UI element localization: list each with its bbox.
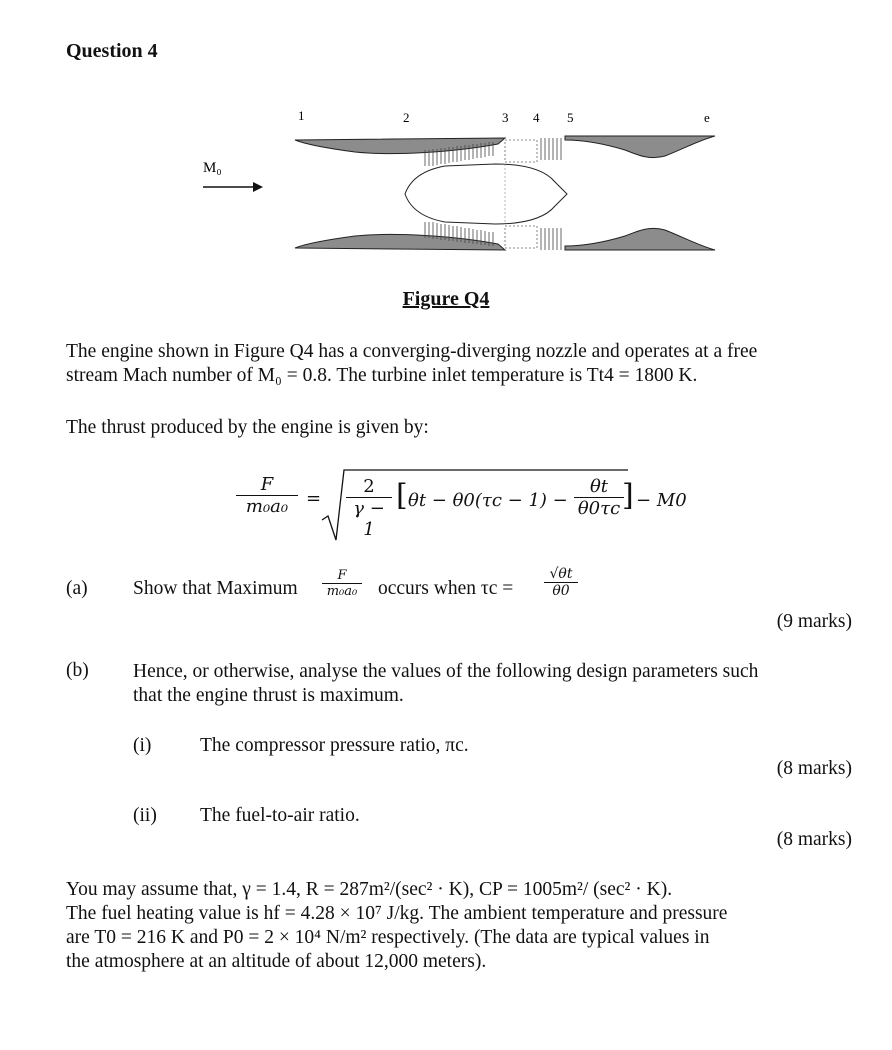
- flow-arrow-icon: [203, 182, 263, 192]
- part-b-text: [133, 660, 853, 708]
- inner-numerator: θt: [574, 476, 624, 498]
- figure-caption: Figure Q4: [402, 288, 490, 310]
- part-a-rhs-denominator: θ0: [552, 583, 570, 599]
- assumptions-paragraph: [66, 878, 854, 974]
- part-b-ii-text: The fuel-to-air ratio.: [200, 805, 360, 826]
- part-b-line-1: Hence, or otherwise, analyse the values of the following design parameters such: [133, 661, 759, 682]
- assumptions-line-4: the atmosphere at an altitude of about 12,000 meters).: [66, 951, 487, 972]
- right-bracket: ]: [622, 478, 634, 513]
- root-fraction: [346, 476, 392, 540]
- left-bracket: [: [396, 478, 408, 513]
- equation-lhs: [236, 474, 298, 517]
- station-label-3: 3: [502, 110, 509, 125]
- upper-inlet-cowl: [295, 138, 505, 154]
- part-b-i-marks: (8 marks): [776, 758, 852, 779]
- root-denominator: γ − 1: [353, 498, 385, 540]
- combustor-upper: [505, 140, 537, 162]
- inner-denominator: θ0τc: [577, 498, 621, 519]
- equation-equals: =: [306, 488, 322, 509]
- part-a-text-before: Show that Maximum: [133, 578, 298, 599]
- engine-core-spinner: [405, 164, 567, 224]
- part-a-fraction: [322, 568, 362, 599]
- assumptions-line-3: are T0 = 216 K and P0 = 2 × 10⁴ N/m² respectively. (The data are typical values in: [66, 927, 710, 948]
- combustor-lower: [505, 226, 537, 248]
- part-b-ii-marks: (8 marks): [776, 829, 852, 850]
- station-label-1: 1: [298, 108, 305, 123]
- intro-line-2: stream Mach number of M₀ = 0.8. The turbine inlet temperature is Tt4 = 1800 K.: [66, 365, 698, 386]
- part-a-text-after: occurs when τc =: [378, 578, 514, 599]
- inner-fraction: [574, 476, 624, 519]
- engine-diagram: [195, 100, 735, 270]
- station-label-e: e: [704, 110, 710, 125]
- lower-inlet-cowl: [295, 234, 505, 250]
- assumptions-line-2: The fuel heating value is hf = 4.28 × 10⁷ J/kg. The ambient temperature and pressure: [66, 903, 728, 924]
- part-a-fraction-denominator: m₀a₀: [326, 584, 358, 599]
- part-b-i-label: (i): [133, 735, 152, 756]
- part-b-ii-label: (ii): [133, 805, 157, 826]
- assumptions-line-1: You may assume that, γ = 1.4, R = 287m²/(sec² · K), CP = 1005m²/ (sec² · K).: [66, 879, 673, 900]
- equation-lhs-numerator: F: [236, 474, 298, 496]
- part-b-i-text: The compressor pressure ratio, πc.: [200, 735, 469, 756]
- part-a-label: (a): [66, 578, 88, 599]
- freestream-mach-label: M₀: [203, 160, 222, 176]
- part-b-line-2: that the engine thrust is maximum.: [133, 685, 404, 706]
- station-label-5: 5: [567, 110, 574, 125]
- equation-tail: − M0: [636, 490, 687, 511]
- part-a-rhs-numerator: √θt: [544, 566, 578, 583]
- intro-paragraph: [66, 340, 854, 388]
- thrust-intro: The thrust produced by the engine is given by:: [66, 417, 429, 438]
- equation-lhs-denominator: m₀a₀: [245, 496, 289, 517]
- root-numerator: 2: [346, 476, 392, 498]
- thrust-equation: [236, 470, 696, 550]
- part-b-label: (b): [66, 660, 89, 681]
- question-title: Question 4: [66, 40, 158, 62]
- turbine-upper: [541, 138, 561, 160]
- bracket-body: θt − θ0(τc − 1) −: [408, 490, 568, 511]
- part-a-fraction-numerator: F: [322, 568, 362, 584]
- station-label-2: 2: [403, 110, 410, 125]
- lower-nozzle: [565, 228, 715, 250]
- upper-nozzle: [565, 136, 715, 158]
- station-label-4: 4: [533, 110, 540, 125]
- turbine-lower: [541, 228, 561, 250]
- intro-line-1: The engine shown in Figure Q4 has a converging-diverging nozzle and operates at a free: [66, 341, 758, 362]
- part-a-rhs-fraction: [544, 566, 578, 599]
- part-a-marks: (9 marks): [776, 611, 852, 632]
